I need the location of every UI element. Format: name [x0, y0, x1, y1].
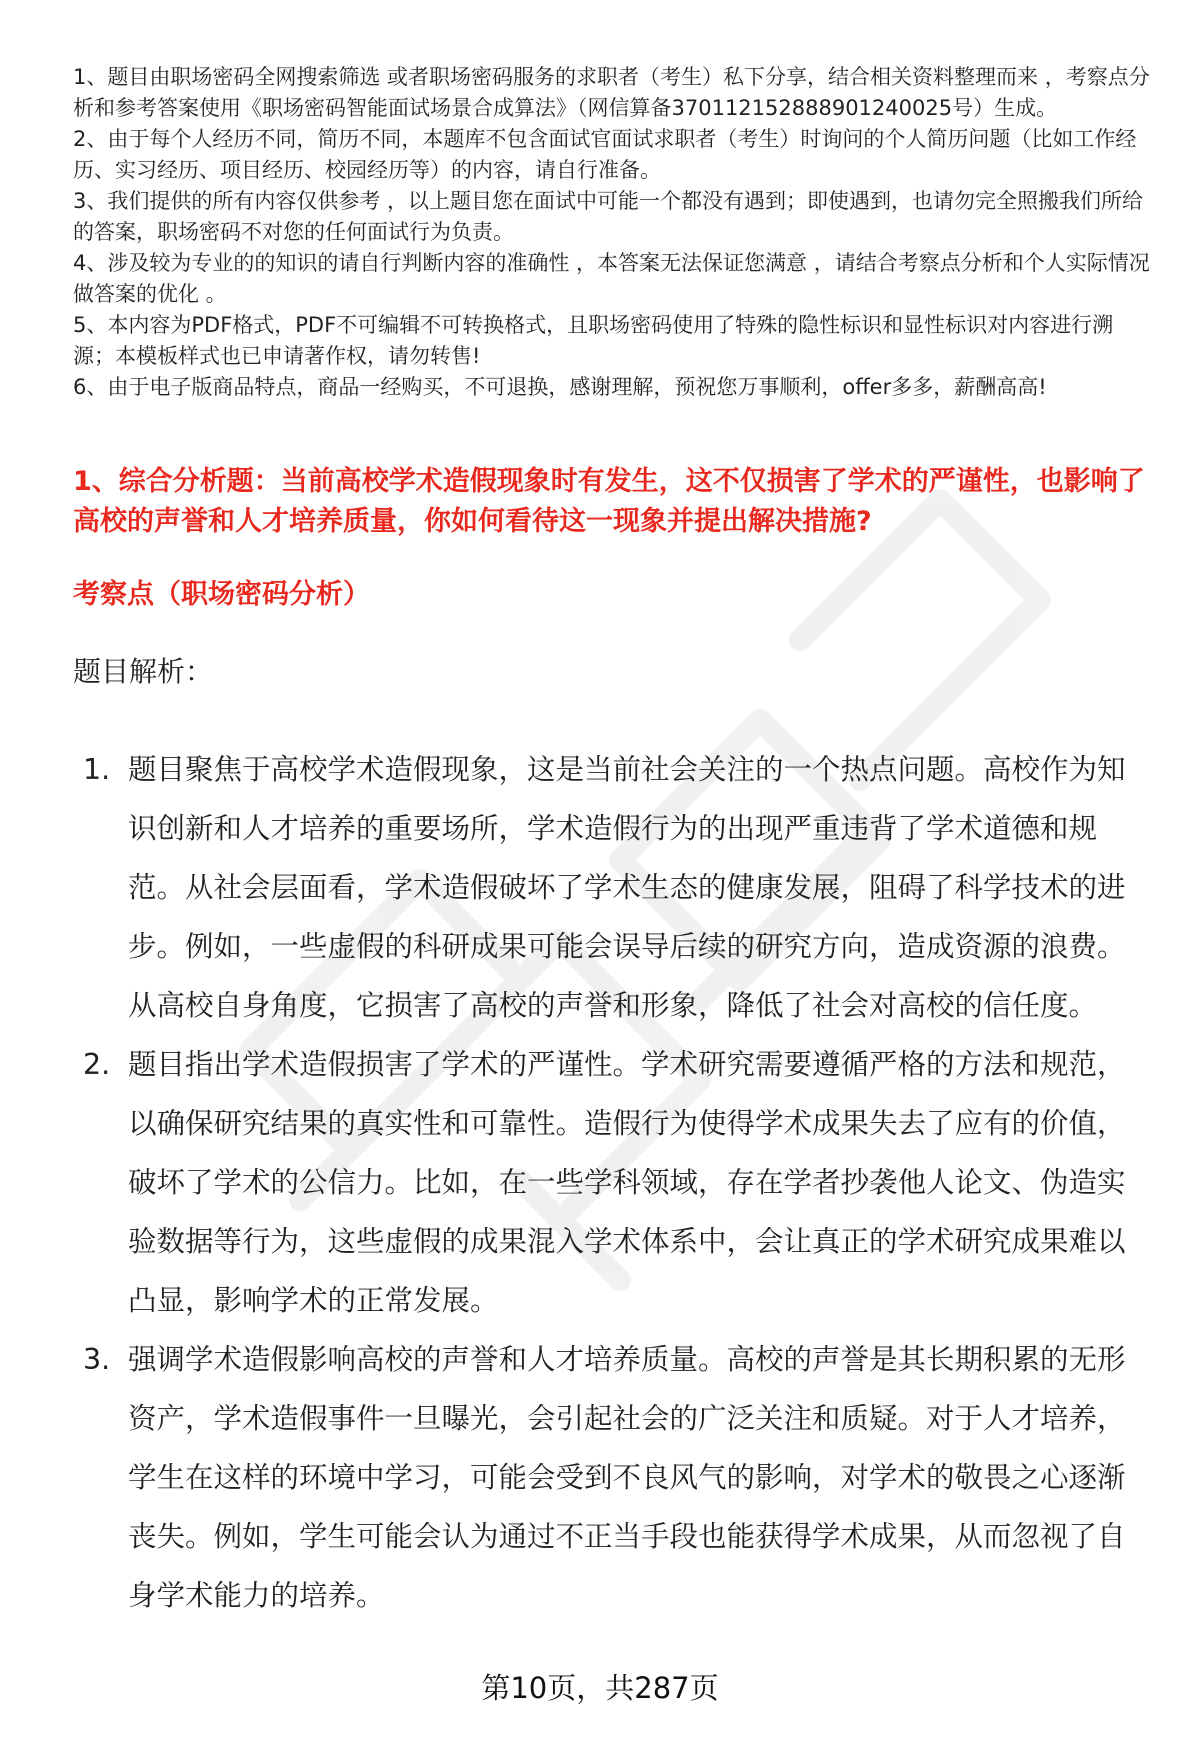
- list-item-text: 题目指出学术造假损害了学术的严谨性。学术研究需要遵循严格的方法和规范，以确保研究结果的真实性和可靠性。造假行为使得学术成果失去了应有的价值，破坏了学术的公信力。比如，在一些学科领域，存在学者抄袭他人论文、伪造实验数据等行为，这些虚假的成果混入学术体系中，会让真正的学术研究成果难以凸显，影响学术的正常发展。: [128, 1048, 1126, 1317]
- disclaimer-item: 6、由于电子版商品特点，商品一经购买，不可退换，感谢理解，预祝您万事顺利，offer多多，薪酬高高!: [73, 375, 1047, 399]
- list-item: [73, 740, 1153, 1035]
- disclaimer-item: 3、我们提供的所有内容仅供参考 ，以上题目您在面试中可能一个都没有遇到；即使遇到，也请勿完全照搬我们所给的答案，职场密码不对您的任何面试行为负责。: [73, 189, 1144, 244]
- list-item: [73, 1330, 1153, 1625]
- list-item-number: 1.: [83, 753, 111, 786]
- analysis-points-list: [73, 740, 1153, 1625]
- page-number-footer: 第10页，共287页: [481, 1671, 719, 1705]
- section-title: 考察点（职场密码分析）: [73, 579, 370, 610]
- list-item-text: 强调学术造假影响高校的声誉和人才培养质量。高校的声誉是其长期积累的无形资产，学术造假事件一旦曝光，会引起社会的广泛关注和质疑。对于人才培养，学生在这样的环境中学习，可能会受到不良风气的影响，对学术的敬畏之心逐渐丧失。例如，学生可能会认为通过不正当手段也能获得学术成果，从而忽视了自身学术能力的培养。: [128, 1343, 1126, 1612]
- list-item-number: 3.: [83, 1343, 111, 1376]
- disclaimer-item: 4、涉及较为专业的的知识的请自行判断内容的准确性 ，本答案无法保证您满意 ，请结合考察点分析和个人实际情况做答案的优化 。: [73, 251, 1150, 306]
- disclaimer-item: 2、由于每个人经历不同，简历不同，本题库不包含面试官面试求职者（考生）时询问的个人简历问题（比如工作经历、实习经历、项目经历、校园经历等）的内容，请自行准备。: [73, 127, 1137, 182]
- disclaimer-notes: [73, 62, 1153, 403]
- list-item-text: 题目聚焦于高校学术造假现象，这是当前社会关注的一个热点问题。高校作为知识创新和人才培养的重要场所，学术造假行为的出现严重违背了学术道德和规范。从社会层面看，学术造假破坏了学术生态的健康发展，阻碍了科学技术的进步。例如，一些虚假的科研成果可能会误导后续的研究方向，造成资源的浪费。从高校自身角度，它损害了高校的声誉和形象，降低了社会对高校的信任度。: [128, 753, 1126, 1022]
- list-item-number: 2.: [83, 1048, 111, 1081]
- disclaimer-item: 1、题目由职场密码全网搜索筛选 或者职场密码服务的求职者（考生）私下分享，结合相关资料整理而来 ，考察点分析和参考答案使用《职场密码智能面试场景合成算法》（网信算备370112152888901240025号）生成。: [73, 65, 1150, 120]
- list-item: [73, 1035, 1153, 1330]
- analysis-label: 题目解析：: [73, 655, 214, 688]
- question-heading: 1、综合分析题：当前高校学术造假现象时有发生，这不仅损害了学术的严谨性，也影响了高校的声誉和人才培养质量，你如何看待这一现象并提出解决措施?: [73, 466, 1145, 537]
- disclaimer-item: 5、本内容为PDF格式，PDF不可编辑不可转换格式，且职场密码使用了特殊的隐性标识和显性标识对内容进行溯源；本模板样式也已申请著作权，请勿转售!: [73, 313, 1114, 368]
